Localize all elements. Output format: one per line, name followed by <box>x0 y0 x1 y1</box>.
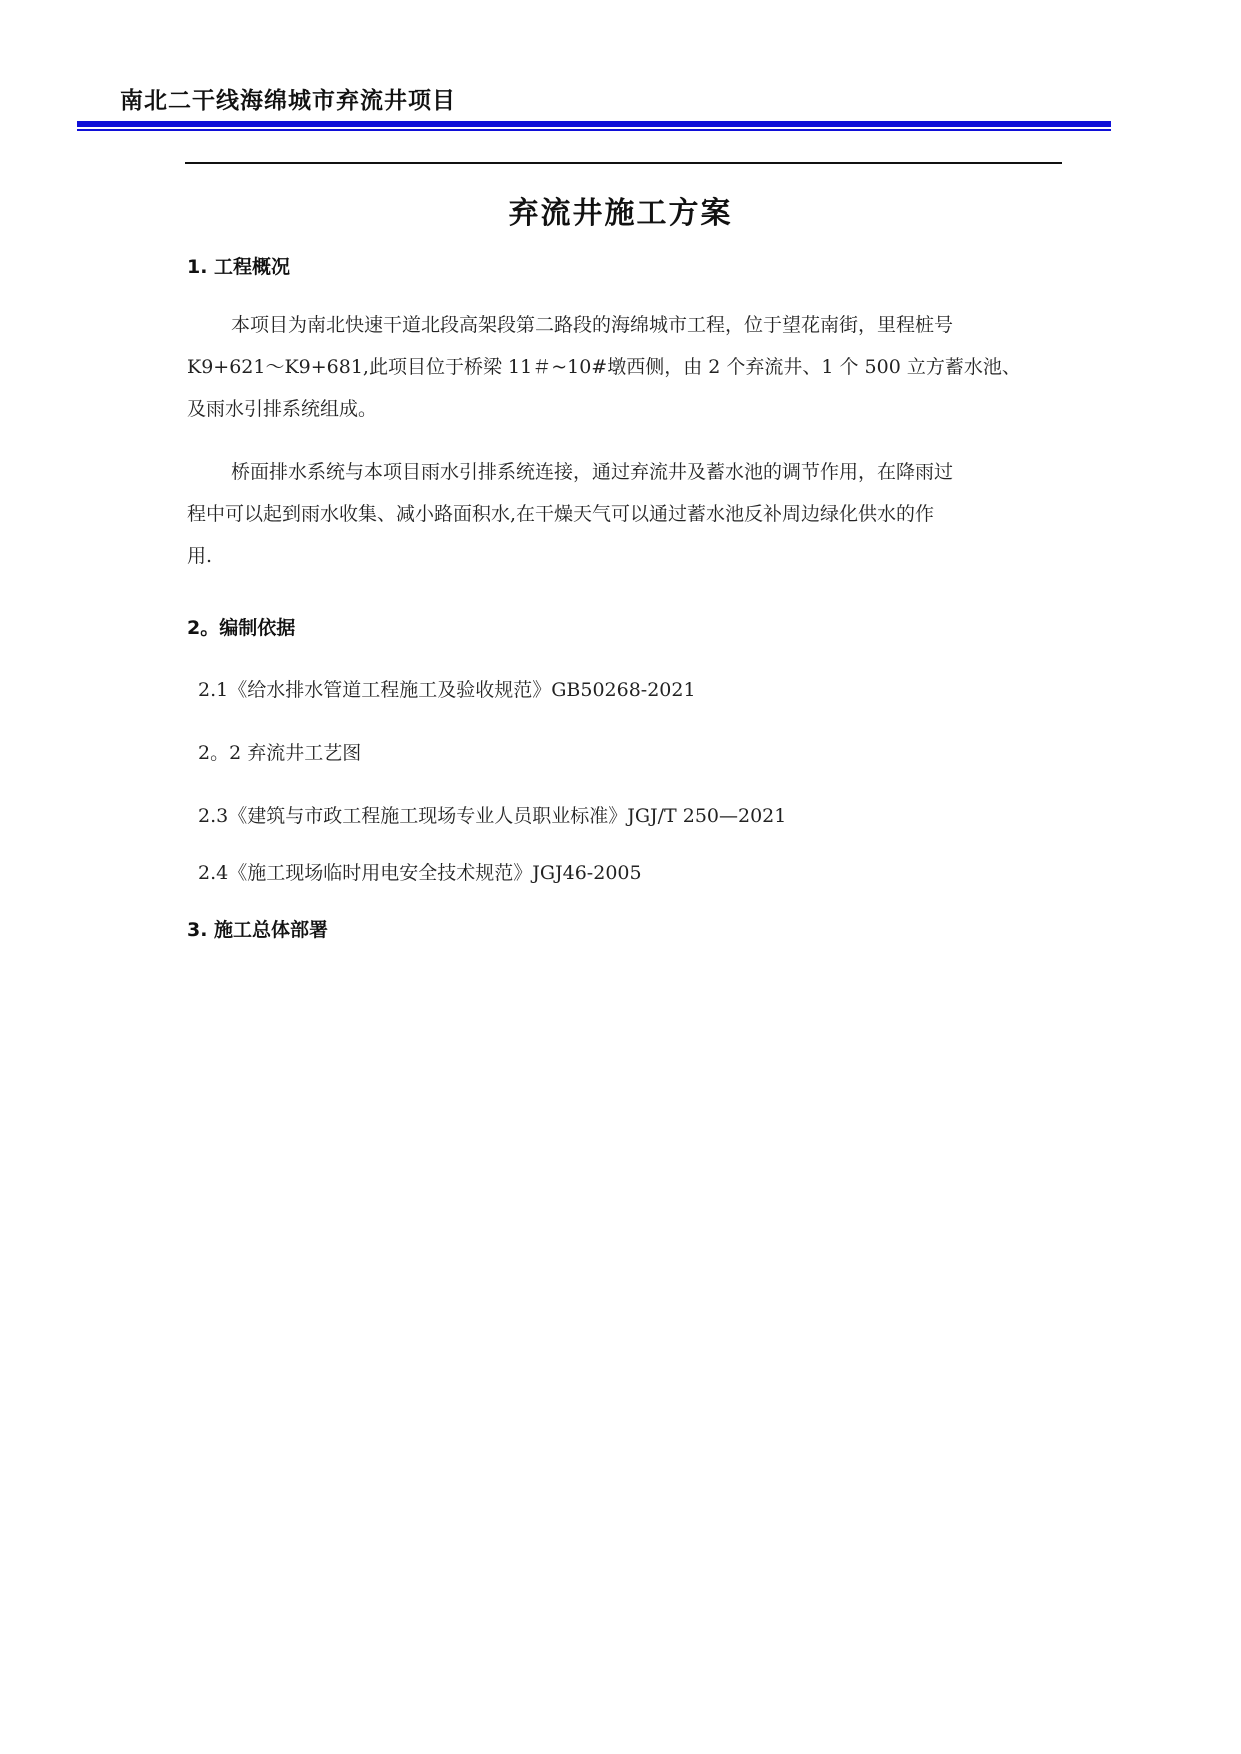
header-project-title: 南北二干线海绵城市弃流井项目 <box>120 88 456 114</box>
paragraph-overview-2 <box>187 451 1062 577</box>
paragraph-line: 桥面排水系统与本项目雨水引排系统连接，通过弃流井及蓄水池的调节作用，在降雨过 <box>231 461 954 483</box>
header-rule <box>77 121 1111 127</box>
paragraph-line: 程中可以起到雨水收集、减小路面积水,在干燥天气可以通过蓄水池反补周边绿化供水的作 <box>187 503 935 525</box>
paragraph-line: 及雨水引排系统组成。 <box>187 398 378 420</box>
reference-item: 2.3《建筑与市政工程施工现场专业人员职业标准》JGJ/T 250—2021 <box>198 805 787 827</box>
paragraph-line: 本项目为南北快速干道北段高架段第二路段的海绵城市工程，位于望花南街，里程桩号 <box>231 314 954 336</box>
paragraph-line: 用. <box>187 545 213 567</box>
section-heading-overview: 1. 工程概况 <box>187 256 291 278</box>
reference-item: 2.1《给水排水管道工程施工及验收规范》GB50268-2021 <box>198 679 696 701</box>
title-divider <box>185 162 1062 164</box>
reference-item: 2.4《施工现场临时用电安全技术规范》JGJ46-2005 <box>198 862 642 884</box>
paragraph-line: K9+621～K9+681,此项目位于桥梁 11＃~10#墩西侧，由 2 个弃流井、1 个 500 立方蓄水池、 <box>187 356 1021 378</box>
paragraph-overview-1 <box>187 304 1062 430</box>
section-heading-deployment: 3. 施工总体部署 <box>187 919 329 941</box>
document-title: 弃流井施工方案 <box>508 196 733 231</box>
section-heading-basis: 2。编制依据 <box>187 617 296 639</box>
reference-item: 2。2 弃流井工艺图 <box>198 742 362 764</box>
header-rule-secondary <box>77 129 1111 131</box>
